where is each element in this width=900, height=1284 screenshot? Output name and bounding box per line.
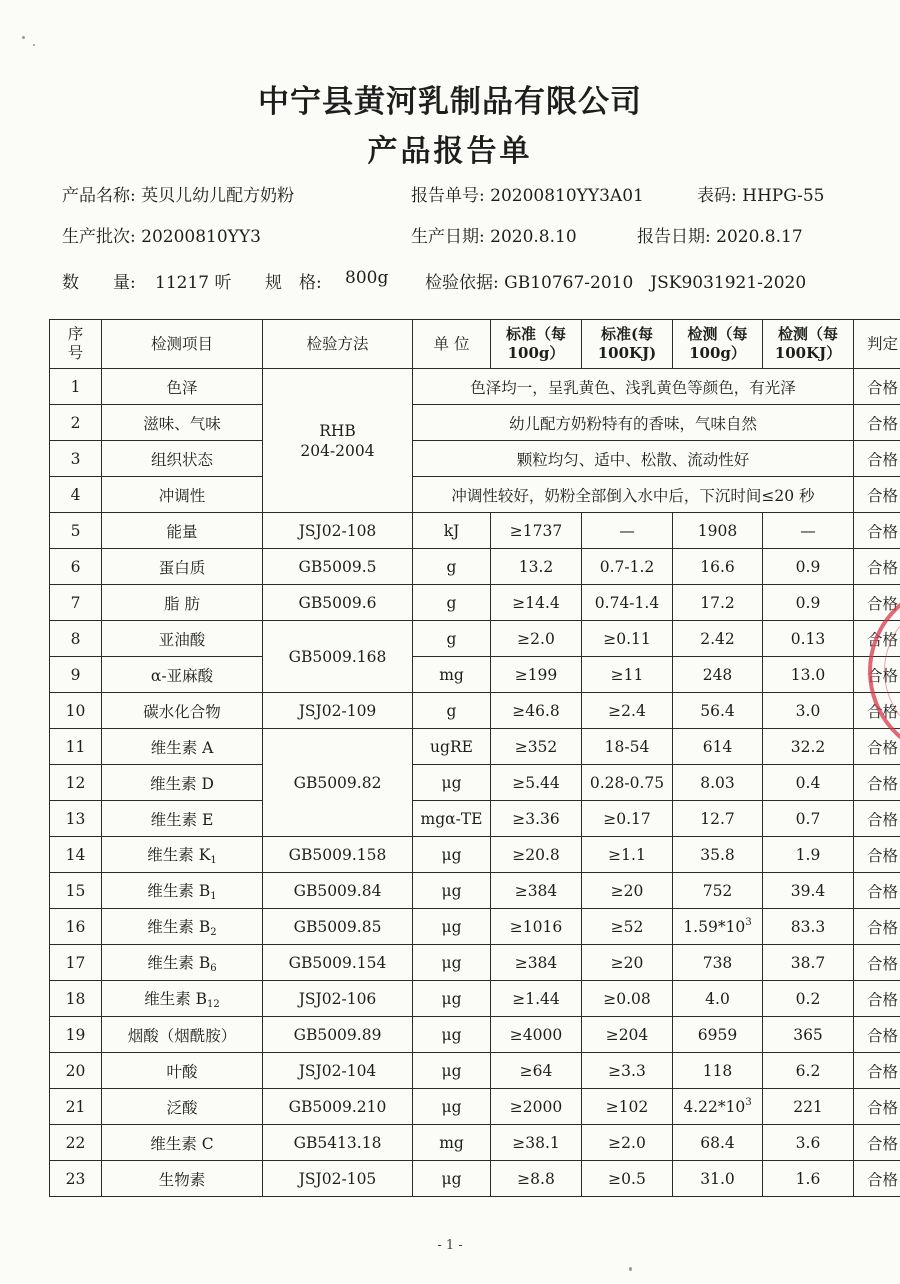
row-std-100kj: ≥2.0 [582,1125,673,1161]
row-number: 19 [50,1017,102,1053]
row-det-100g: 8.03 [673,765,763,801]
row-verdict: 合格 [854,477,900,513]
row-std-100g: ≥46.8 [491,693,582,729]
row-det-100g: 68.4 [673,1125,763,1161]
table-header [50,320,900,369]
product-name: 产品名称: 英贝儿幼儿配方奶粉 [62,186,295,206]
row-std-100kj: ≥2.4 [582,693,673,729]
row-verdict: 合格 [854,693,900,729]
row-item: 维生素 $B_1$ [102,873,263,909]
report-number: 报告单号: 20200810YY3A01 [411,186,644,206]
row-number: 14 [50,837,102,873]
row-std-100g: ≥5.44 [491,765,582,801]
row-det-100kj: 0.13 [763,621,854,657]
row-std-100g: ≥64 [491,1053,582,1089]
row-description: 色泽均一，呈乳黄色、浅乳黄色等颜色，有光泽 [413,369,854,405]
table-row [50,405,900,441]
row-item: 维生素 $B_2$ [102,909,263,945]
row-number: 3 [50,441,102,477]
row-number: 2 [50,405,102,441]
row-det-100kj: 3.0 [763,693,854,729]
row-det-100kj: 0.9 [763,585,854,621]
row-number: 13 [50,801,102,837]
row-std-100g: ≥352 [491,729,582,765]
row-unit: μg [413,945,491,981]
row-std-100kj: ≥3.3 [582,1053,673,1089]
row-item: 冲调性 [102,477,263,513]
table-row [50,621,900,657]
production-batch: 生产批次: 20200810YY3 [62,227,261,247]
row-item: 维生素 $K_1$ [102,837,263,873]
row-item: 维生素 E [102,801,263,837]
report-table [49,319,900,1197]
row-method: GB5413.18 [263,1125,413,1161]
header-item: 检测项目 [102,320,263,369]
row-det-100kj: 0.2 [763,981,854,1017]
row-unit: g [413,549,491,585]
inspection-basis: 检验依据: GB10767-2010 JSK9031921-2020 [425,273,807,293]
row-unit: g [413,693,491,729]
row-std-100kj: ≥0.17 [582,801,673,837]
row-det-100kj: 0.7 [763,801,854,837]
header-det-100g: 检测（每 100g） [673,320,763,369]
table-row [50,1089,900,1125]
row-description: 冲调性较好，奶粉全部倒入水中后，下沉时间≤20 秒 [413,477,854,513]
row-item: 维生素 D [102,765,263,801]
row-verdict: 合格 [854,621,900,657]
row-std-100kj: ≥20 [582,873,673,909]
table-row [50,981,900,1017]
row-item: 蛋白质 [102,549,263,585]
header-std-100kj: 标准(每 100KJ) [582,320,673,369]
quantity-value: 11217 听 [155,273,232,293]
row-std-100kj: ≥204 [582,1017,673,1053]
page-number: - 1 - [437,1238,463,1253]
row-unit: μg [413,909,491,945]
row-method: JSJ02-109 [263,693,413,729]
row-std-100kj: ≥0.5 [582,1161,673,1197]
row-item: 维生素 A [102,729,263,765]
row-std-100g: ≥14.4 [491,585,582,621]
header-std-100g: 标准（每 100g） [491,320,582,369]
company-name: 中宁县黄河乳制品有限公司 [258,84,642,120]
scan-speck [629,1267,632,1271]
row-det-100g: 248 [673,657,763,693]
row-verdict: 合格 [854,513,900,549]
row-item: 生物素 [102,1161,263,1197]
row-det-100g: 17.2 [673,585,763,621]
row-det-100kj: 13.0 [763,657,854,693]
row-item: 能量 [102,513,263,549]
row-verdict: 合格 [854,585,900,621]
row-number: 17 [50,945,102,981]
row-unit: g [413,585,491,621]
row-det-100g: 31.0 [673,1161,763,1197]
row-std-100g: ≥8.8 [491,1161,582,1197]
row-number: 7 [50,585,102,621]
row-number: 22 [50,1125,102,1161]
row-verdict: 合格 [854,909,900,945]
row-method: JSJ02-105 [263,1161,413,1197]
row-description: 幼儿配方奶粉特有的香味，气味自然 [413,405,854,441]
row-verdict: 合格 [854,1053,900,1089]
spec-value: 800g [345,268,389,288]
row-description: 颗粒均匀、适中、松散、流动性好 [413,441,854,477]
row-method: JSJ02-108 [263,513,413,549]
row-item: 叶酸 [102,1053,263,1089]
row-std-100g: ≥1737 [491,513,582,549]
row-det-100g: 12.7 [673,801,763,837]
table-row [50,1017,900,1053]
row-std-100kj: ≥20 [582,945,673,981]
row-number: 8 [50,621,102,657]
table-row [50,873,900,909]
row-unit: μg [413,837,491,873]
row-method: JSJ02-104 [263,1053,413,1089]
row-std-100g: ≥199 [491,657,582,693]
row-verdict: 合格 [854,1161,900,1197]
row-std-100g: ≥1016 [491,909,582,945]
row-number: 4 [50,477,102,513]
row-std-100kj: 0.74-1.4 [582,585,673,621]
row-det-100g: $4.22*10^3$ [673,1089,763,1125]
row-verdict: 合格 [854,873,900,909]
table-row [50,909,900,945]
row-item: 碳水化合物 [102,693,263,729]
row-method: GB5009.6 [263,585,413,621]
table-row [50,369,900,405]
row-item: 组织状态 [102,441,263,477]
row-verdict: 合格 [854,405,900,441]
row-unit: μg [413,1053,491,1089]
table-row [50,513,900,549]
table-row [50,1125,900,1161]
row-unit: μg [413,1017,491,1053]
row-item: 脂 肪 [102,585,263,621]
row-std-100g: ≥2000 [491,1089,582,1125]
row-std-100kj: ≥0.11 [582,621,673,657]
row-number: 16 [50,909,102,945]
row-det-100g: 16.6 [673,549,763,585]
row-det-100kj: 365 [763,1017,854,1053]
row-std-100g: ≥3.36 [491,801,582,837]
row-verdict: 合格 [854,1017,900,1053]
row-unit: ugRE [413,729,491,765]
row-number: 21 [50,1089,102,1125]
table-row [50,801,900,837]
row-unit: μg [413,1089,491,1125]
row-det-100kj: 83.3 [763,909,854,945]
row-det-100g: 118 [673,1053,763,1089]
report-date: 报告日期: 2020.8.17 [637,227,803,247]
row-method: GB5009.85 [263,909,413,945]
row-std-100g: ≥384 [491,873,582,909]
row-method: GB5009.82 [263,729,413,837]
row-det-100g: 738 [673,945,763,981]
row-std-100kj: 18-54 [582,729,673,765]
row-method: JSJ02-106 [263,981,413,1017]
row-verdict: 合格 [854,369,900,405]
row-verdict: 合格 [854,837,900,873]
row-det-100kj: 0.4 [763,765,854,801]
row-unit: mgα-TE [413,801,491,837]
row-std-100kj: 0.7-1.2 [582,549,673,585]
row-std-100g: ≥38.1 [491,1125,582,1161]
row-det-100kj: 38.7 [763,945,854,981]
row-std-100g: ≥20.8 [491,837,582,873]
row-std-100kj: ≥1.1 [582,837,673,873]
row-number: 6 [50,549,102,585]
production-date: 生产日期: 2020.8.10 [411,227,577,247]
row-verdict: 合格 [854,1089,900,1125]
row-det-100g: 752 [673,873,763,909]
row-verdict: 合格 [854,981,900,1017]
row-number: 23 [50,1161,102,1197]
table-row [50,585,900,621]
row-det-100kj: 221 [763,1089,854,1125]
row-det-100g: 56.4 [673,693,763,729]
row-verdict: 合格 [854,801,900,837]
row-det-100kj: 1.6 [763,1161,854,1197]
row-method: RHB 204-2004 [263,369,413,513]
table-row [50,945,900,981]
table-row [50,837,900,873]
row-method: GB5009.168 [263,621,413,693]
row-number: 20 [50,1053,102,1089]
row-item: 维生素 $B_6$ [102,945,263,981]
row-unit: μg [413,765,491,801]
row-std-100kj: — [582,513,673,549]
row-item: 烟酸（烟酰胺） [102,1017,263,1053]
row-det-100g: 4.0 [673,981,763,1017]
row-det-100g: $1.59*10^3$ [673,909,763,945]
table-row [50,657,900,693]
row-method: GB5009.210 [263,1089,413,1125]
row-verdict: 合格 [854,765,900,801]
row-std-100kj: ≥11 [582,657,673,693]
row-number: 12 [50,765,102,801]
scan-speck [22,36,25,39]
row-det-100kj: 0.9 [763,549,854,585]
row-number: 5 [50,513,102,549]
row-unit: g [413,621,491,657]
header-verdict: 判定 [854,320,900,369]
row-det-100kj: 1.9 [763,837,854,873]
row-std-100g: ≥2.0 [491,621,582,657]
row-std-100kj: ≥52 [582,909,673,945]
scan-speck [33,44,35,46]
row-det-100kj: — [763,513,854,549]
row-item: 维生素 $B_{12}$ [102,981,263,1017]
row-number: 18 [50,981,102,1017]
row-item: 滋味、气味 [102,405,263,441]
row-std-100g: ≥1.44 [491,981,582,1017]
header-unit: 单 位 [413,320,491,369]
row-unit: mg [413,657,491,693]
table-row [50,1053,900,1089]
table-row [50,477,900,513]
spec-label: 规 格: [265,273,322,293]
row-det-100g: 2.42 [673,621,763,657]
row-unit: mg [413,1125,491,1161]
row-det-100kj: 3.6 [763,1125,854,1161]
row-method: GB5009.158 [263,837,413,873]
row-std-100g: ≥4000 [491,1017,582,1053]
row-method: GB5009.154 [263,945,413,981]
form-code: 表码: HHPG-55 [697,186,825,206]
row-det-100g: 35.8 [673,837,763,873]
row-method: GB5009.84 [263,873,413,909]
row-std-100kj: ≥0.08 [582,981,673,1017]
row-number: 9 [50,657,102,693]
row-method: GB5009.89 [263,1017,413,1053]
row-det-100kj: 39.4 [763,873,854,909]
row-item: 亚油酸 [102,621,263,657]
document-title: 产品报告单 [367,134,533,169]
row-det-100kj: 6.2 [763,1053,854,1089]
table-row [50,441,900,477]
row-unit: μg [413,981,491,1017]
table-row [50,549,900,585]
row-verdict: 合格 [854,945,900,981]
row-verdict: 合格 [854,1125,900,1161]
row-number: 10 [50,693,102,729]
row-method: GB5009.5 [263,549,413,585]
header-seq: 序 号 [50,320,102,369]
row-verdict: 合格 [854,441,900,477]
row-verdict: 合格 [854,729,900,765]
row-std-100kj: 0.28-0.75 [582,765,673,801]
table-row [50,693,900,729]
row-det-100g: 614 [673,729,763,765]
row-std-100g: 13.2 [491,549,582,585]
quantity-label: 数 量: [62,273,136,293]
table-row [50,729,900,765]
header-method: 检验方法 [263,320,413,369]
table-row [50,1161,900,1197]
row-det-100g: 1908 [673,513,763,549]
row-det-100kj: 32.2 [763,729,854,765]
table-row [50,765,900,801]
row-item: 色泽 [102,369,263,405]
row-number: 15 [50,873,102,909]
row-std-100g: ≥384 [491,945,582,981]
row-number: 1 [50,369,102,405]
row-item: 维生素 C [102,1125,263,1161]
row-number: 11 [50,729,102,765]
row-unit: μg [413,1161,491,1197]
header-det-100kj: 检测（每 100KJ） [763,320,854,369]
row-unit: μg [413,873,491,909]
row-item: α-亚麻酸 [102,657,263,693]
row-det-100g: 6959 [673,1017,763,1053]
row-std-100kj: ≥102 [582,1089,673,1125]
row-item: 泛酸 [102,1089,263,1125]
row-verdict: 合格 [854,657,900,693]
row-verdict: 合格 [854,549,900,585]
row-unit: kJ [413,513,491,549]
